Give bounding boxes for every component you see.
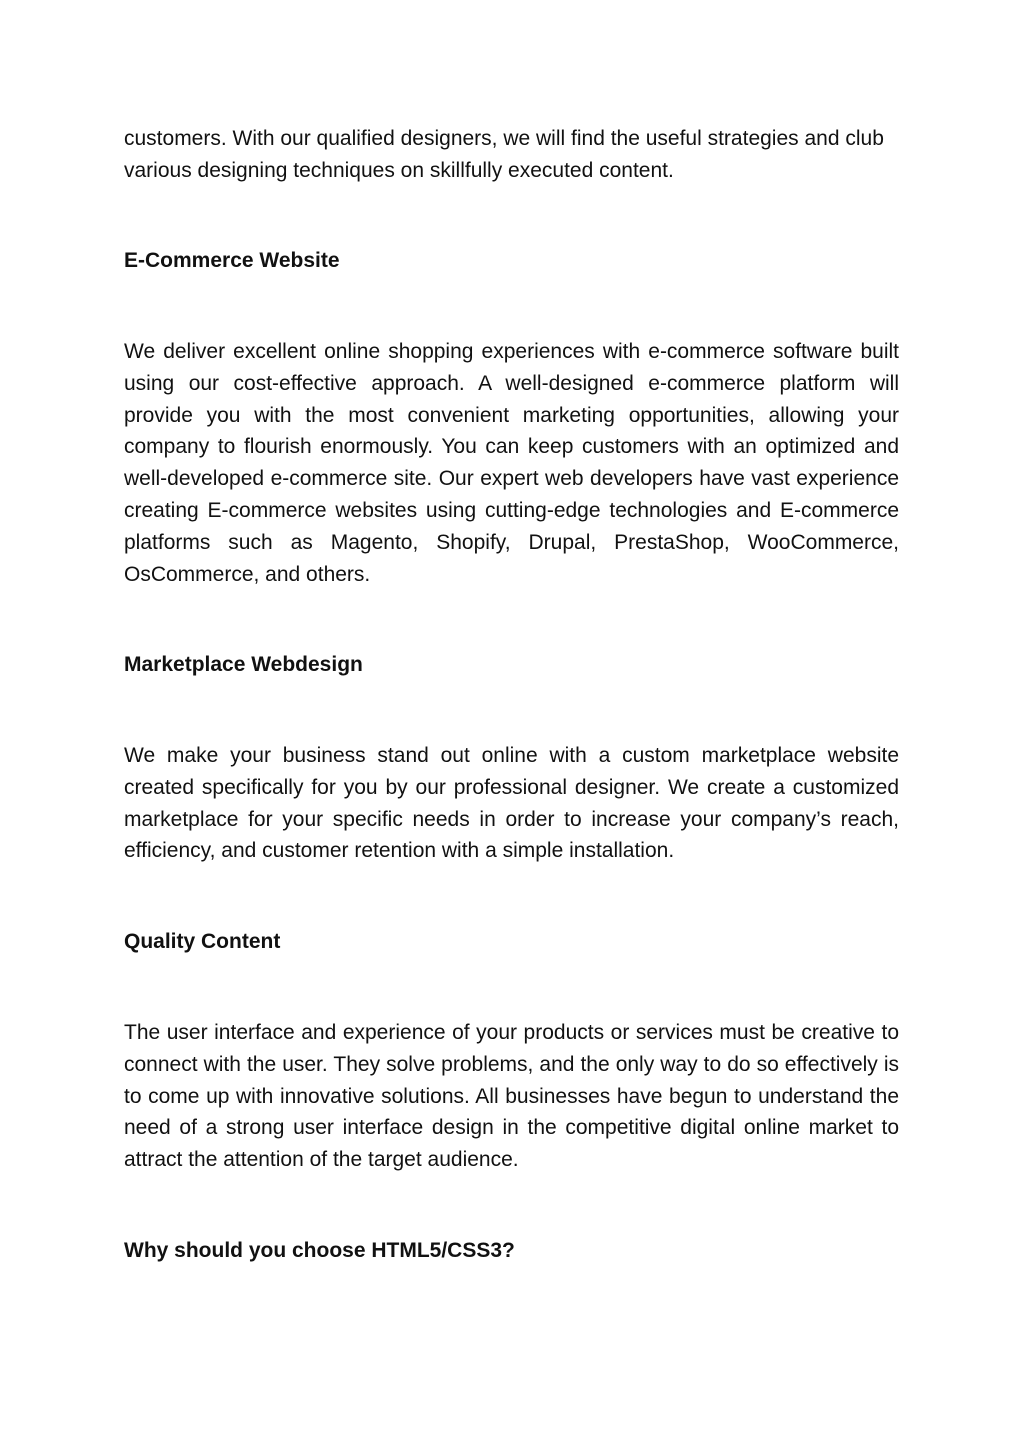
heading-ecommerce-website: E-Commerce Website: [124, 249, 340, 272]
heading-why-html5-css3: Why should you choose HTML5/CSS3?: [124, 1239, 515, 1262]
heading-quality-content: Quality Content: [124, 930, 281, 953]
heading-marketplace-webdesign: Marketplace Webdesign: [124, 653, 363, 676]
paragraph-ecommerce-website: We deliver excellent online shopping experiences with e-commerce software built using our cost-effective approach. A well-designed e-commerce platform will provide you with the most convenient marketing opportunities, allowing your company to flourish enormously. You can keep customers with an optimized and well-developed e-commerce site. Our expert web developers have vast experience creating E-commerce websites using cutting-edge technologies and E-commerce platforms such as Magento, Shopify, Drupal, PrestaShop, WooCommerce, OsCommerce, and others.: [124, 340, 899, 586]
paragraph-quality-content: The user interface and experience of your products or services must be creative to connect with the user. They solve problems, and the only way to do so effectively is to come up with innovative solutions. All businesses have begun to understand the need of a strong user interface design in the competitive digital online market to attract the attention of the target audience.: [124, 1021, 899, 1172]
intro-paragraph: customers. With our qualified designers, we will find the useful strategies and club various designing techniques on skillfully executed content.: [124, 127, 884, 182]
paragraph-marketplace-webdesign: We make your business stand out online with a custom marketplace website created specifically for you by our professional designer. We create a customized marketplace for your specific needs in order to increase your company’s reach, efficiency, and customer retention with a simple installation.: [124, 744, 899, 863]
